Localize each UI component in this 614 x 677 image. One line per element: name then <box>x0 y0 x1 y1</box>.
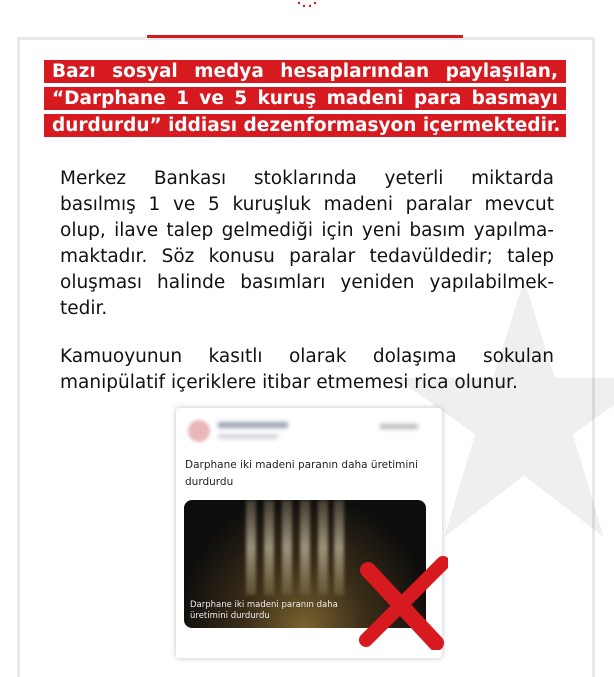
blurred-handle <box>218 434 278 439</box>
body-text <box>60 166 554 396</box>
avatar <box>188 420 210 442</box>
body-line: Kamuoyunun kasıtlı olarak dolaşıma sokulan <box>60 346 554 367</box>
headline-line: “Darphane 1 ve 5 kuruş madeni para basmayı <box>44 87 566 110</box>
body-line: manipülatif içeriklere itibar etmemesi rica olunur. <box>60 372 518 393</box>
red-x-cross-icon <box>358 555 448 650</box>
top-divider <box>147 35 463 38</box>
emblem-logo <box>290 0 324 10</box>
body-line: olup, ilave talep gelmediği için yeni basım yapılma- <box>60 220 554 241</box>
body-line: oluşması halinde basımları yeniden yapılabilmek- <box>60 272 554 293</box>
headline-line: Bazı sosyal medya hesaplarından paylaşılan, <box>44 60 566 83</box>
image-caption: Darphane iki madeni paranın daha üretimini durdurdu <box>190 600 338 621</box>
headline-line: durdurdu” iddiası dezenformasyon içermektedir. <box>44 114 566 137</box>
body-line: tedir. <box>60 298 108 319</box>
tweet-text: Darphane iki madeni paranın daha üretimini durdurdu <box>185 459 418 488</box>
body-line: basılmış 1 ve 5 kuruşluk madeni paralar mevcut <box>60 194 554 215</box>
body-line: Merkez Bankası stoklarında yeterli miktarda <box>60 168 554 189</box>
blurred-timestamp <box>380 424 418 429</box>
blurred-username <box>218 422 288 428</box>
headline-banner <box>44 60 566 141</box>
body-line: maktadır. Söz konusu paralar tedavüldedir; talep <box>60 246 554 267</box>
